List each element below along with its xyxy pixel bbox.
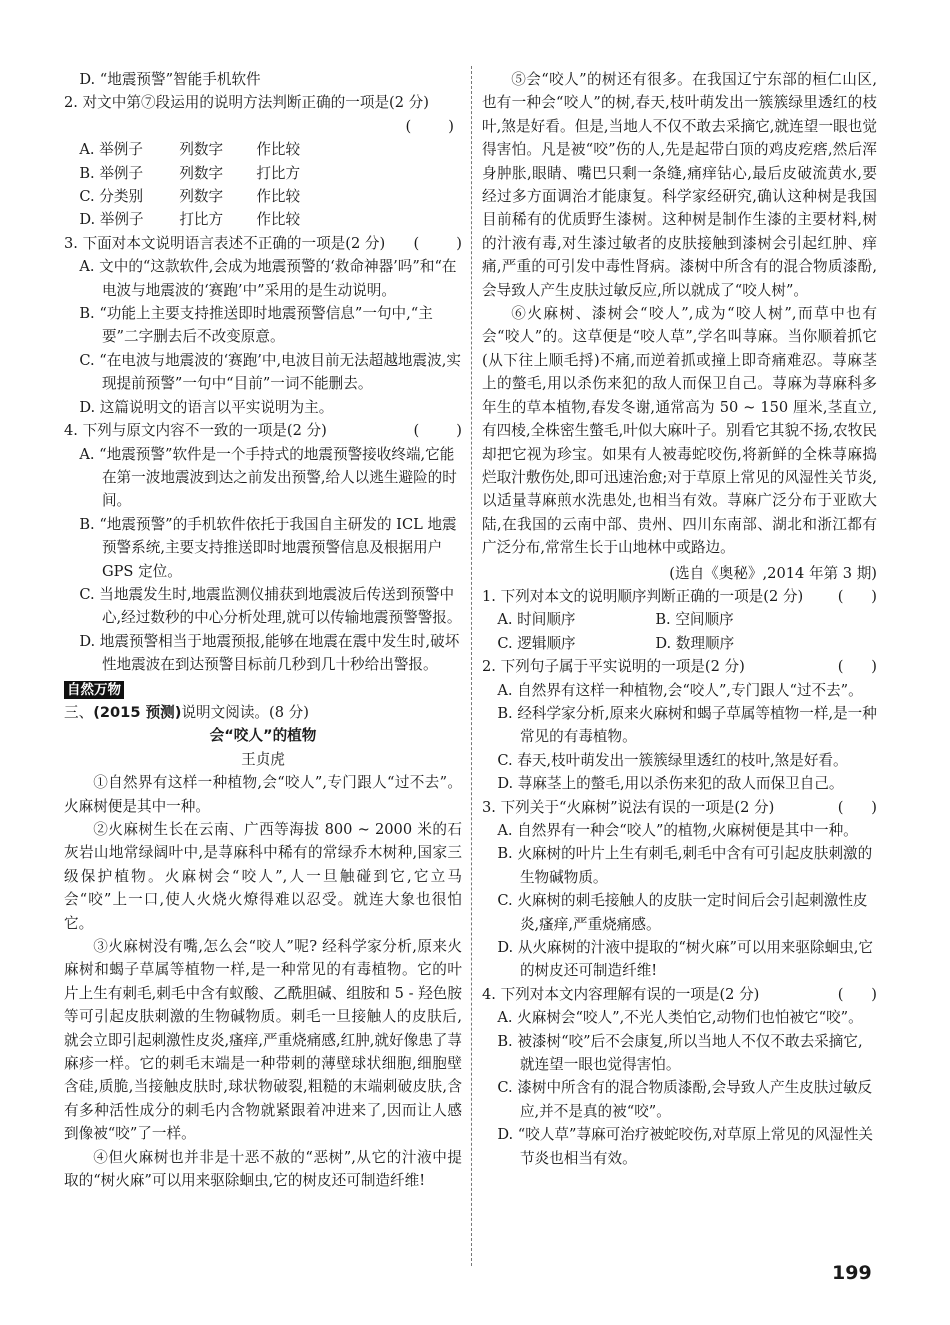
column-divider	[471, 66, 472, 1266]
right-column	[482, 68, 877, 1170]
question-text: 4. 下列对本文内容理解有误的一项是(2 分)	[482, 985, 760, 1003]
option-item: A. 文中的“这款软件,会成为地震预警的‘救命神器’吗”和“在电波与地震波的‘赛跑’中”采用的是生动说明。	[79, 258, 457, 299]
article-paragraph: ③火麻树没有嘴,怎么会“咬人”呢? 经科学家分析,原来火麻树和蝎子草属等植物一样,是一种常见的有毒植物。它的叶片上生有刺毛,刺毛中含有蚁酸、乙酰胆碱、组胺和 5 - 羟色胺等可引起皮肤刺激的生物碱物质。刺毛一旦接触人的皮肤后,就会立即引起刺激性皮炎,瘙痒,严重烧痛感,红肿,就好像患了荨麻疹一样。它的刺毛末端是一种带刺的薄壁球状细胞,细胞壁含硅,质脆,当接触皮肤时,球状物破裂,粗糙的末端刺破皮肤,含有多种活性成分的刺毛内含物就紧跟着冲进来了,因而让人感到像被“咬”了一样。	[64, 938, 462, 1143]
option-cell: 列数字	[179, 188, 224, 206]
option-item: A. 时间顺序	[497, 611, 576, 629]
option-cell: 作比较	[256, 211, 301, 229]
option-item: C. 春天,枝叶萌发出一簇簇绿里透红的枝叶,煞是好看。	[497, 751, 848, 769]
option-item: C. 火麻树的刺毛接触人的皮肤一定时间后会引起刺激性皮炎,瘙痒,严重烧痛感。	[497, 892, 868, 933]
option-row	[79, 162, 462, 185]
answer-blank[interactable]: ( )	[413, 422, 462, 440]
section-year: (2015 预测)	[93, 703, 182, 721]
article-paragraph: ①自然界有这样一种植物,会“咬人”,专门跟人“过不去”。火麻树便是其中一种。	[64, 774, 462, 815]
left-question-2	[64, 91, 462, 231]
option-cell: 作比较	[256, 141, 301, 159]
option-item: A. 自然界有这样一种植物,会“咬人”,专门跟人“过不去”。	[497, 681, 863, 699]
left-column	[64, 68, 462, 1193]
option-cell: B. 举例子	[79, 164, 144, 182]
article-body-continued	[482, 68, 877, 560]
left-question-3	[64, 232, 462, 419]
section-number: 三、	[64, 703, 94, 721]
option-cell: C. 分类别	[79, 188, 144, 206]
option-item: A. “地震预警”软件是一个手持式的地震预警接收终端,它能在第一波地震波到达之前发出预警,给人以逃生避险的时间。	[79, 445, 457, 510]
option-row	[79, 208, 462, 231]
section-heading	[64, 701, 462, 724]
option-item: D. 数理顺序	[655, 634, 735, 652]
q1-option-d: D. “地震预警”智能手机软件	[79, 71, 261, 88]
option-item: B. 被漆树“咬”后不会康复,所以当地人不仅不敢去采摘它,就连望一眼也觉得害怕。	[497, 1032, 863, 1074]
option-item: D. 从火麻树的汁液中提取的“树火麻”可以用来驱除蛔虫,它的树皮还可制造纤维!	[497, 939, 874, 980]
option-cell: 列数字	[179, 141, 224, 159]
article-paragraph: ④但火麻树也并非是十恶不赦的“恶树”,从它的汁液中提取的“树火麻”可以用来驱除蛔虫,它的树皮还可制造纤维!	[64, 1148, 462, 1190]
option-item: D. 这篇说明文的语言以平实说明为主。	[79, 398, 334, 416]
option-item: D. “咬人草”荨麻可治疗被蛇咬伤,对草原上常见的风湿性关节炎也相当有效。	[497, 1126, 874, 1167]
option-item: C. 逻辑顺序	[497, 634, 576, 652]
option-list	[482, 679, 877, 796]
option-item: B. “功能上主要支持推送即时地震预警信息”一句中,“主要”二字删去后不改变原意。	[79, 305, 433, 346]
option-cell: 列数字	[179, 164, 224, 182]
option-cell: D. 举例子	[79, 211, 144, 229]
section-label: 说明文阅读。(8 分)	[181, 703, 309, 721]
option-item: B. 火麻树的叶片上生有刺毛,刺毛中含有可引起皮肤刺激的生物碱物质。	[497, 845, 873, 886]
option-list	[64, 255, 462, 419]
answer-blank[interactable]: ( )	[405, 117, 454, 135]
left-question-4	[64, 419, 462, 676]
option-cell: A. 举例子	[79, 141, 143, 159]
answer-blank[interactable]: ( )	[837, 985, 877, 1003]
right-question-2	[482, 655, 877, 795]
answer-blank[interactable]: ( )	[413, 234, 462, 252]
answer-blank[interactable]: ( )	[837, 658, 877, 676]
article-paragraph: ⑥火麻树、漆树会“咬人”,成为“咬人树”,而草中也有会“咬人”的。这草便是“咬人草”,学名叫荨麻。当你顺着抓它(从下往上顺毛捋)不痛,而逆着抓或撞上即奇痛难忍。荨麻茎上的螫毛,用以杀伤来犯的敌人而保卫自己。荨麻为荨麻科多年生的草本植物,春发冬谢,通常高为 50 ~ 150 厘米,茎直立,有四棱,全株密生螫毛,叶似大麻叶子。别看它其貌不扬,农牧民却把它视为珍宝。如果有人被毒蛇咬伤,将新鲜的全株荨麻捣烂取汁敷伤处,即可迅速治愈;对于草原上常见的风湿性关节炎,以适量荨麻煎水洗患处,也相当有效。荨麻广泛分布于亚欧大陆,在我国的云南中部、贵州、四川东南部、湖北和浙江都有广泛分布,常常生长于山地林中或路边。	[482, 305, 877, 557]
question-text: 3. 下列关于“火麻树”说法有误的一项是(2 分)	[482, 798, 775, 816]
option-item: B. “地震预警”的手机软件依托于我国自主研发的 ICL 地震预警系统,主要支持推送即时地震预警信息及根据用户 GPS 定位。	[79, 515, 457, 580]
option-item: B. 空间顺序	[655, 611, 734, 629]
option-list	[482, 819, 877, 983]
option-cell: 打比方	[179, 211, 224, 229]
question-text: 2. 对文中第⑦段运用的说明方法判断正确的一项是(2 分)	[64, 94, 429, 112]
answer-blank[interactable]: ( )	[837, 587, 877, 605]
article-body	[64, 771, 462, 1192]
option-item: C. 当地震发生时,地震监测仪捕获到地震波后传送到预警中心,经过数秒的中心分析处理,就可以传输地震预警警报。	[79, 585, 462, 627]
option-grid	[482, 608, 877, 655]
question-text: 4. 下列与原文内容不一致的一项是(2 分)	[64, 422, 327, 440]
option-row	[497, 632, 877, 655]
right-question-1	[482, 585, 877, 655]
page-number: 199	[832, 1262, 872, 1284]
option-list	[64, 443, 462, 677]
option-row	[79, 185, 462, 208]
answer-blank[interactable]: ( )	[837, 798, 877, 816]
category-tag: 自然万物	[64, 681, 124, 699]
question-text: 3. 下面对本文说明语言表述不正确的一项是(2 分)	[64, 234, 386, 252]
option-row	[79, 138, 462, 161]
option-item: A. 自然界有一种会“咬人”的植物,火麻树便是其中一种。	[497, 822, 858, 839]
option-row	[497, 608, 877, 631]
right-question-4	[482, 983, 877, 1170]
option-item: A. 火麻树会“咬人”,不光人类怕它,动物们也怕被它“咬”。	[497, 1009, 863, 1027]
option-item: C. 漆树中所含有的混合物质漆酚,会导致人产生皮肤过敏反应,并不是真的被“咬”。	[497, 1079, 873, 1120]
article-author: 王贞虎	[241, 750, 285, 768]
option-item: D. 荨麻茎上的螫毛,用以杀伤来犯的敌人而保卫自己。	[497, 775, 844, 793]
right-question-3	[482, 796, 877, 983]
option-list	[482, 1006, 877, 1170]
article-paragraph: ⑤会“咬人”的树还有很多。在我国辽宁东部的桓仁山区,也有一种会“咬人”的树,春天,枝叶萌发出一簇簇绿里透红的枝叶,煞是好看。但是,当地人不仅不敢去采摘它,就连望一眼也觉得害怕。凡是被“咬”伤的人,先是起带白顶的鸡皮疙瘩,然后浑身肿胀,眼睛、嘴巴只剩一条缝,痛痒钻心,最后皮破流黄水,要经过多方面调治才能康复。科学家经研究,确认这种树是我国目前稀有的优质野生漆树。这种树是制作生漆的主要材料,树的汁液有毒,对生漆过敏者的皮肤接触到漆树会引起红肿、痒痛,严重的可引发中毒性肾病。漆树中所含有的混合物质漆酚,会导致人产生皮肤过敏反应,所以就成了“咬人树”。	[482, 71, 877, 299]
option-item: D. 地震预警相当于地震预报,能够在地震在震中发生时,破坏性地震波在到达预警目标前几秒到几十秒给出警报。	[79, 632, 460, 674]
article-paragraph: ②火麻树生长在云南、广西等海拔 800 ~ 2000 米的石灰岩山地常绿阔叶中,是荨麻科中稀有的常绿乔木树种,国家三级保护植物。火麻树会“咬人”,人一旦触碰到它,它立马会“咬”上一口,使人火烧火燎得难以忍受。就连大象也很怕它。	[64, 821, 462, 932]
article-title: 会“咬人”的植物	[209, 727, 317, 745]
question-text: 2. 下列句子属于平实说明的一项是(2 分)	[482, 658, 745, 676]
question-text: 1. 下列对本文的说明顺序判断正确的一项是(2 分)	[482, 587, 804, 605]
option-item: C. “在电波与地震波的‘赛跑’中,电波目前无法超越地震波,实现提前预警”一句中“目前”一词不能删去。	[79, 351, 461, 393]
option-cell: 打比方	[256, 164, 301, 182]
option-item: B. 经科学家分析,原来火麻树和蝎子草属等植物一样,是一种常见的有毒植物。	[497, 704, 877, 746]
option-grid	[64, 138, 462, 232]
article-source: (选自《奥秘》,2014 年第 3 期)	[669, 564, 877, 582]
option-cell: 作比较	[256, 188, 301, 206]
